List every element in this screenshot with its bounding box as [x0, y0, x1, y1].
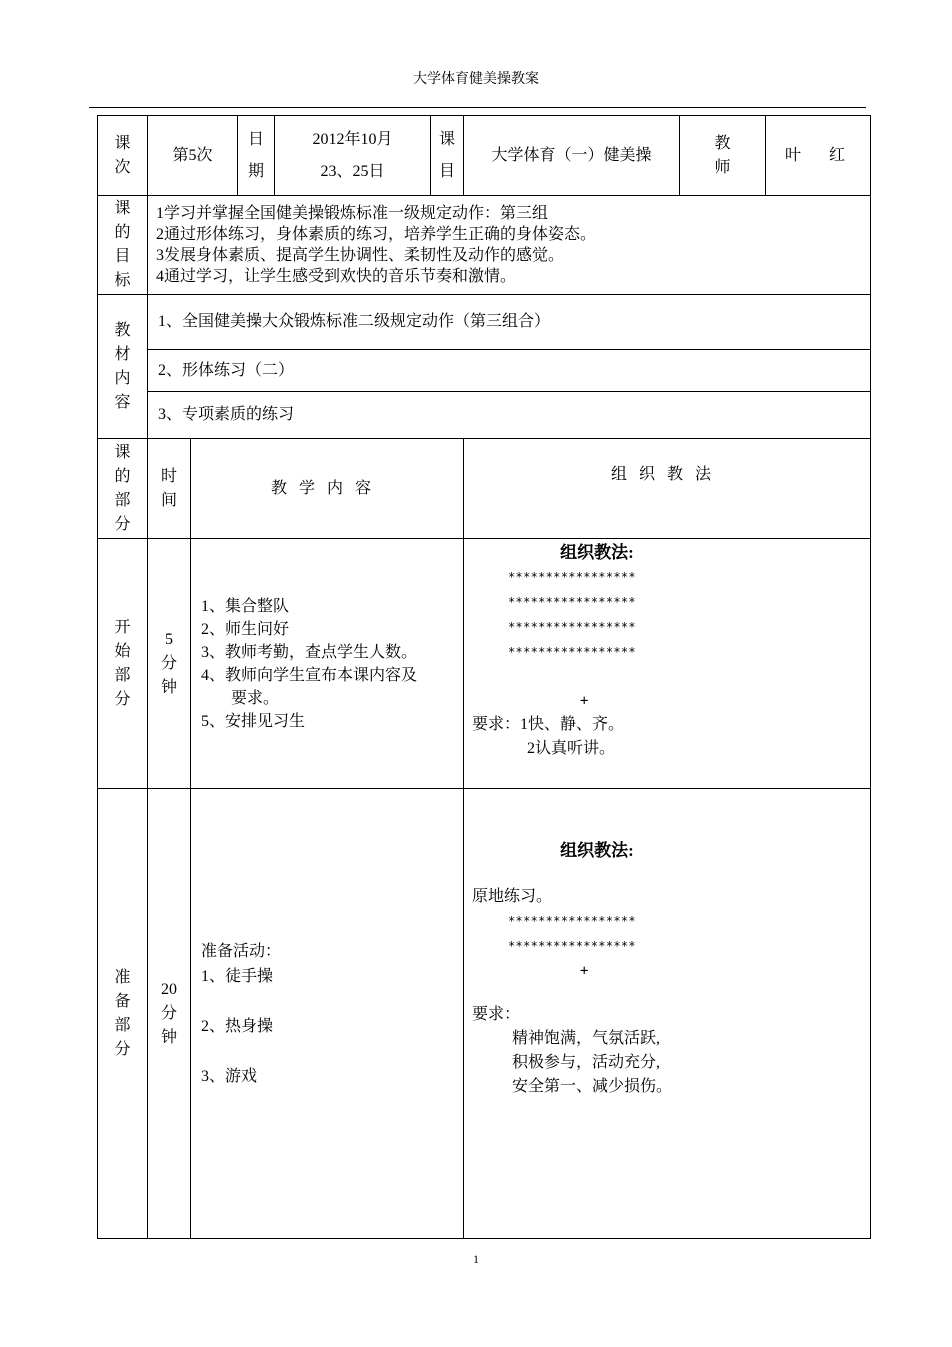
section-content: [191, 539, 464, 789]
formation-row: *****************: [508, 620, 636, 634]
materials-row: [98, 295, 871, 350]
materials-row: [98, 350, 871, 392]
warmup-section-row: [98, 789, 871, 1239]
requirement-item: 积极参与，活动充分,: [512, 1054, 661, 1071]
content-column-header: 教学内容: [191, 439, 464, 539]
requirement-item: 精神饱满，气氛活跃,: [512, 1030, 661, 1047]
section-time: 5 分 钟: [148, 539, 191, 789]
lesson-plan-table: [97, 115, 871, 1239]
time-column-header: 时 间: [148, 439, 191, 539]
content-item: 3、游戏: [201, 1067, 258, 1085]
method-title: 组织教法:: [560, 841, 634, 860]
objective-item: 1学习并掌握全国健美操锻炼标准一级规定动作：第三组: [156, 205, 549, 222]
section-time: 20 分 钟: [148, 789, 191, 1239]
formation-row: *****************: [508, 914, 636, 928]
header-rule: [89, 107, 866, 108]
formation-row: *****************: [508, 939, 636, 953]
content-item: 2、热身操: [201, 1017, 274, 1035]
content-item: 准备活动：: [201, 942, 282, 960]
requirement-item: 安全第一、减少损伤。: [512, 1078, 673, 1095]
info-row: [98, 116, 871, 196]
objective-item: 3发展身体素质、提高学生协调性、柔韧性及动作的感觉。: [156, 247, 565, 264]
column-header-row: [98, 439, 871, 539]
content-item: 4、教师向学生宣布本课内容及: [201, 666, 418, 684]
section-content: [191, 789, 464, 1239]
content-item: 2、师生问好: [201, 620, 290, 638]
formation-row: *****************: [508, 570, 636, 584]
requirements: 要求：1快、静、齐。: [472, 716, 625, 733]
materials-row: [98, 392, 871, 439]
section-part-label: 开 始 部 分: [98, 539, 148, 789]
teacher-position-marker: +: [580, 963, 589, 979]
material-item: 2、形体练习（二）: [148, 350, 871, 392]
content-item: 要求。: [231, 689, 280, 707]
section-method: [464, 789, 871, 1239]
page-number: 1: [473, 1252, 479, 1266]
date-value: 2012年10月 23、25日: [275, 116, 431, 196]
method-title: 组织教法:: [560, 543, 634, 562]
materials-label: 教 材 内 容: [98, 295, 148, 439]
lesson-number-label: 课 次: [98, 116, 148, 196]
material-item: 3、专项素质的练习: [148, 392, 871, 439]
objective-item: 2通过形体练习，身体素质的练习，培养学生正确的身体姿态。: [156, 226, 597, 243]
formation-row: *****************: [508, 595, 636, 609]
section-part-label: 准 备 部 分: [98, 789, 148, 1239]
course-label: 课 目: [431, 116, 464, 196]
method-intro: 原地练习。: [472, 888, 553, 905]
start-section-row: [98, 539, 871, 789]
objective-item: 4通过学习，让学生感受到欢快的音乐节奏和激情。: [156, 268, 517, 285]
method-column-header: 组织教法: [464, 439, 871, 539]
content-item: 1、徒手操: [201, 967, 274, 985]
content-item: 1、集合整队: [201, 597, 290, 615]
content-item: 3、教师考勤，查点学生人数。: [201, 643, 418, 661]
lesson-number-value: 第5次: [148, 116, 238, 196]
content-item: 5、安排见习生: [201, 712, 306, 730]
teacher-label: 教 师: [680, 116, 766, 196]
requirement-item: 2认真听讲。: [527, 740, 616, 757]
date-label: 日 期: [238, 116, 275, 196]
teacher-position-marker: +: [580, 693, 589, 709]
course-value: 大学体育（一）健美操: [464, 116, 680, 196]
objectives-label: 课 的 目 标: [98, 196, 148, 295]
requirements-label: 要求：: [472, 1006, 521, 1023]
objectives-row: [98, 196, 871, 295]
section-method: [464, 539, 871, 789]
teacher-value: 叶 红: [766, 116, 871, 196]
objectives-list: [148, 196, 871, 295]
part-column-header: 课 的 部 分: [98, 439, 148, 539]
document-header-title: 大学体育健美操教案: [413, 72, 539, 87]
formation-row: *****************: [508, 645, 636, 659]
material-item: 1、全国健美操大众锻炼标准二级规定动作（第三组合）: [148, 295, 871, 350]
